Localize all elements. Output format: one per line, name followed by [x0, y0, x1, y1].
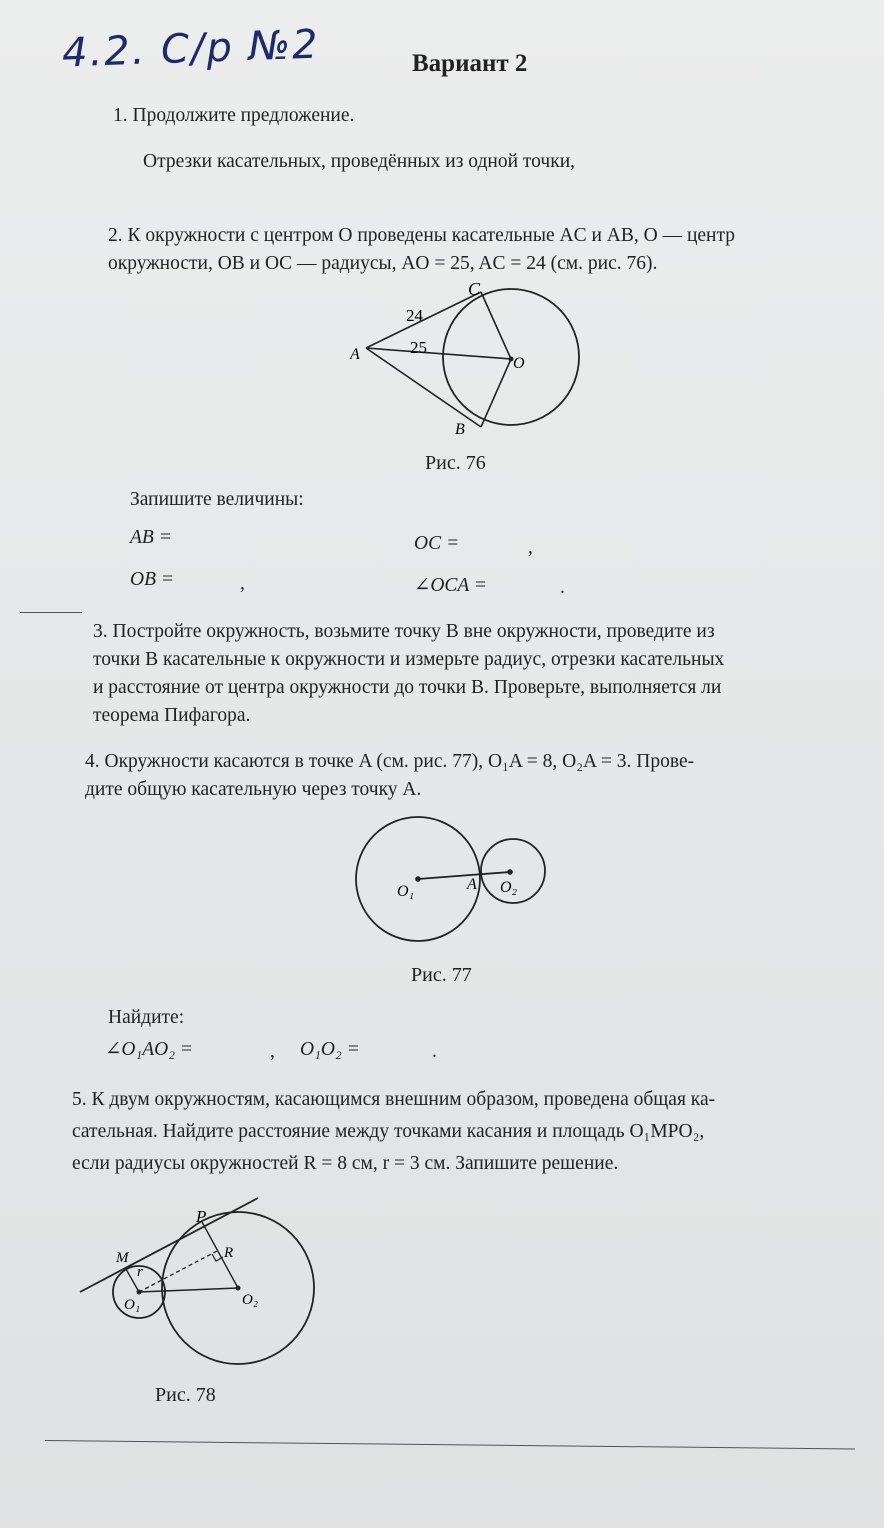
task4-angle: ∠O₁AO₂ =: [105, 1039, 194, 1060]
task2-comma1: ,: [528, 537, 533, 558]
fig76-label-o: O: [513, 355, 525, 372]
margin-divider: [20, 612, 82, 613]
task5-line3: если радиусы окружностей R = 8 см, r = 3 см. Запишите решение.: [72, 1153, 619, 1174]
fig77-label-o1: O₁: [397, 883, 415, 900]
fig78-caption: Рис. 78: [155, 1384, 216, 1406]
fig76-caption: Рис. 76: [425, 452, 486, 474]
task1-title: 1. Продолжите предложение.: [113, 105, 355, 126]
task4-distance: O₁O₂ =: [300, 1039, 360, 1060]
fig78-label-o2: O₂: [242, 1292, 259, 1308]
fig78-dashed-parallel: [139, 1250, 219, 1292]
fig76-label-24: 24: [406, 306, 423, 325]
fig76-radius-ob: [481, 359, 511, 427]
task4-comma: ,: [270, 1041, 275, 1062]
fig76-tangent-ab: [366, 348, 481, 427]
task5-line2: сательная. Найдите расстояние между точками касания и площадь O₁MPO₂,: [72, 1121, 705, 1142]
fig78-label-o1: O₁: [124, 1297, 141, 1313]
task4-period: .: [432, 1041, 437, 1062]
task2-write-values: Запишите величины:: [130, 489, 304, 510]
task3-line3: и расстояние от центра окружности до точки B. Проверьте, выполняется ли: [93, 677, 722, 698]
fig78-center-o1: [137, 1290, 142, 1295]
figure-78: [70, 1192, 330, 1374]
task2-line1: 2. К окружности с центром O проведены касательные AC и AB, O — центр: [108, 225, 735, 246]
fig77-caption: Рис. 77: [411, 964, 472, 986]
fig78-center-o2: [236, 1286, 241, 1291]
fig78-label-m: M: [116, 1250, 129, 1266]
task1-text: Отрезки касательных, проведённых из одной точки,: [143, 151, 576, 172]
fig78-label-R: R: [224, 1245, 234, 1261]
task4-find: Найдите:: [108, 1007, 185, 1028]
fig76-label-b: B: [455, 421, 465, 438]
task2-ab: AB =: [130, 527, 172, 548]
figure-77: [350, 810, 554, 948]
bottom-rule: [45, 1440, 855, 1449]
fig77-label-o2: O₂: [500, 879, 518, 896]
task3-line4: теорема Пифагора.: [93, 705, 251, 726]
fig76-label-a: A: [350, 346, 360, 363]
task4-line1: 4. Окружности касаются в точке A (см. рис. 77), O₁A = 8, O₂A = 3. Прове-: [85, 751, 695, 772]
fig77-center-line: [418, 872, 510, 879]
task2-oc: OC =: [414, 533, 460, 554]
variant-heading: Вариант 2: [412, 50, 528, 77]
handwritten-title: 4.2. С/р №2: [61, 21, 321, 77]
task4-line2: дите общую касательную через точку A.: [85, 779, 422, 800]
fig78-right-angle-mark: [212, 1254, 223, 1261]
fig78-label-r: r: [137, 1264, 143, 1280]
task2-comma2: ,: [240, 573, 245, 594]
fig77-label-a: A: [467, 876, 477, 893]
fig76-segment-ao: [366, 348, 511, 359]
fig78-center-line: [139, 1288, 238, 1292]
task2-oca: ∠OCA =: [414, 575, 488, 596]
task5-line1: 5. К двум окружностям, касающимся внешним образом, проведена общая ка-: [72, 1089, 716, 1110]
task3-line2: точки B касательные к окружности и измерьте радиус, отрезки касательных: [93, 649, 725, 670]
task2-ob: OB =: [130, 569, 175, 590]
task2-period: .: [560, 577, 565, 598]
figure-76: [340, 276, 600, 442]
fig77-center-o1: [415, 876, 421, 882]
task3-line1: 3. Постройте окружность, возьмите точку B вне окружности, проведите из: [93, 621, 715, 642]
task2-line2: окружности, OB и OC — радиусы, AO = 25, AC = 24 (см. рис. 76).: [108, 253, 658, 274]
fig77-center-o2: [507, 869, 513, 875]
fig78-label-p: P: [196, 1207, 207, 1226]
fig76-radius-oc: [481, 292, 511, 359]
fig76-label-25: 25: [410, 338, 427, 357]
fig76-label-c: C: [468, 279, 481, 299]
